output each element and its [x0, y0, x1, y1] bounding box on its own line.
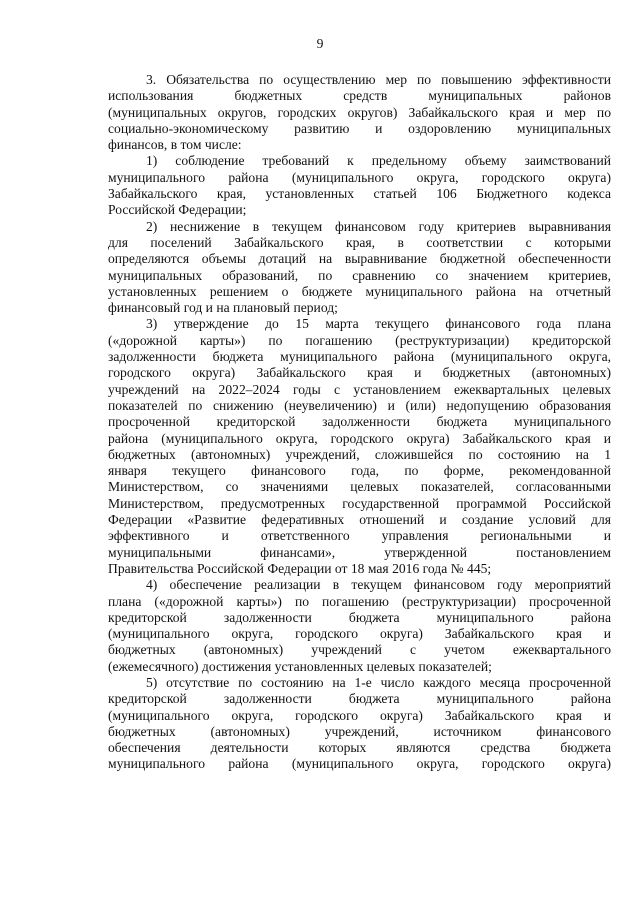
- text-line: эффективного и ответственного управления региональными и: [108, 528, 611, 544]
- text-line: просроченной кредиторской задолженности бюджета муниципального: [108, 414, 611, 430]
- text-line: установленных решением о бюджете муниципального района на отчетный: [108, 283, 611, 299]
- text-line: Забайкальского края, установленных статьей 106 Бюджетного кодекса: [108, 186, 611, 202]
- text-line: Министерством, предусмотренных государственной программой Российской: [108, 495, 611, 511]
- text-line: (муниципального округа, городского округа) Забайкальского края и: [108, 707, 611, 723]
- paragraph-p3-1: [108, 153, 611, 218]
- text-line: кредиторской задолженности бюджета муниципального района: [108, 609, 611, 625]
- text-line: для поселений Забайкальского края, в соответствии с которыми: [108, 234, 611, 250]
- text-line: бюджетных (автономных) учреждений, сложившейся по состоянию на 1: [108, 446, 611, 462]
- text-line: финансов, в том числе:: [108, 137, 242, 153]
- paragraph-p3: [108, 72, 611, 153]
- text-line: 5) отсутствие по состоянию на 1-е число каждого месяца просроченной: [146, 674, 611, 690]
- text-line: учреждений на 2022–2024 годы с установлением ежеквартальных целевых: [108, 381, 611, 397]
- text-line: 3. Обязательства по осуществлению мер по повышению эффективности: [146, 72, 611, 87]
- text-line: 3) утверждение до 15 марта текущего финансового года плана: [146, 316, 611, 332]
- text-line: января текущего финансового года, по форме, рекомендованной: [108, 463, 611, 479]
- text-line: Федерации «Развитие федеративных отношений и создание условий для: [108, 512, 611, 528]
- text-line: плана («дорожной карты») по погашению (реструктуризации) просроченной: [108, 593, 611, 609]
- text-line: использования бюджетных средств муниципальных районов: [108, 88, 611, 104]
- text-line: определяются объемы дотаций на выравнивание бюджетной обеспеченности: [108, 251, 611, 267]
- paragraph-p3-5: [108, 675, 611, 773]
- text-line: муниципальных образований, по сравнению со значением критериев,: [108, 267, 611, 283]
- text-line: района (муниципального округа, городского округа) Забайкальского края и: [108, 430, 611, 446]
- text-line: Министерством, со значениями целевых показателей, согласованными: [108, 479, 611, 495]
- text-line: городского округа) Забайкальского края и бюджетных (автономных): [108, 365, 611, 381]
- document-body: [108, 72, 611, 773]
- paragraph-p3-3: [108, 316, 611, 577]
- paragraph-p3-4: [108, 577, 611, 675]
- text-line: обеспечения деятельности которых являются средства бюджета: [108, 740, 611, 756]
- text-line: (ежемесячного) достижения установленных целевых показателей;: [108, 658, 492, 674]
- text-line: 4) обеспечение реализации в текущем финансовом году мероприятий: [146, 577, 611, 593]
- text-line: муниципального района (муниципального округа, городского округа): [108, 169, 611, 185]
- text-line: показателей по снижению (неувеличению) и (или) недопущению образования: [108, 397, 611, 413]
- text-line: муниципальными финансами», утвержденной постановлением: [108, 544, 611, 560]
- text-line: кредиторской задолженности бюджета муниципального района: [108, 691, 611, 707]
- text-line: 1) соблюдение требований к предельному объему заимствований: [146, 153, 611, 169]
- text-line: бюджетных (автономных) учреждений, источником финансового: [108, 723, 611, 739]
- text-line: Российской Федерации;: [108, 202, 247, 218]
- text-line: («дорожной карты») по погашению (реструктуризации) кредиторской: [108, 332, 611, 348]
- text-line: (муниципальных округов, городских округов) Забайкальского края и мер по: [108, 104, 611, 120]
- text-line: (муниципального округа, городского округа) Забайкальского края и: [108, 626, 611, 642]
- text-line: 2) неснижение в текущем финансовом году критериев выравнивания: [146, 218, 611, 234]
- page-number: 9: [316, 36, 324, 51]
- paragraph-p3-2: [108, 219, 611, 317]
- text-line: муниципального района (муниципального округа, городского округа): [108, 756, 611, 772]
- text-line: финансовый год и на плановый период;: [108, 300, 338, 316]
- text-line: Правительства Российской Федерации от 18 мая 2016 года № 445;: [108, 560, 492, 576]
- text-line: социально-экономическому развитию и оздоровлению муниципальных: [108, 120, 611, 136]
- text-line: бюджетных (автономных) учреждений с учетом ежеквартального: [108, 642, 611, 658]
- text-line: задолженности бюджета муниципального района (муниципального округа,: [108, 349, 611, 365]
